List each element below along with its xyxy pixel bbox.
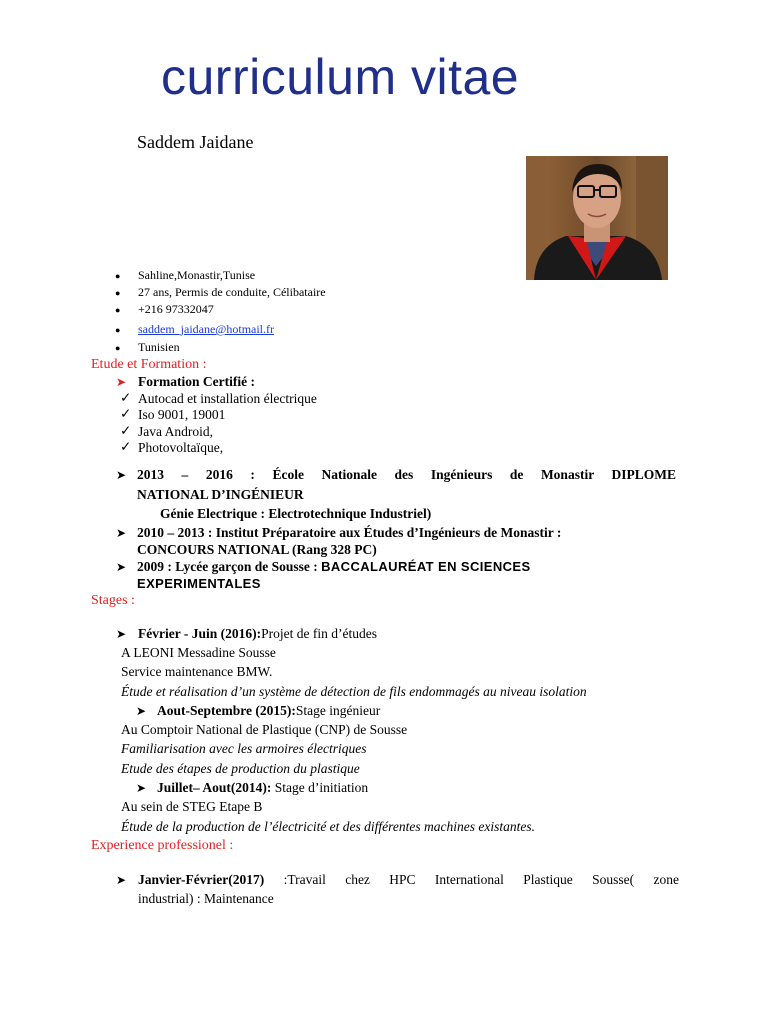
stage-2015-task2: Etude des étapes de production du plastique: [121, 761, 360, 776]
education-item-2009: [137, 559, 531, 575]
arrow-bullet-icon: ➤: [116, 375, 127, 389]
stage-2016: [138, 626, 377, 642]
arrow-bullet-icon: ➤: [116, 526, 127, 540]
stage-2014-description: Étude de la production de l’électricité et des différentes machines existantes.: [121, 819, 536, 834]
checkmark-icon: ✓: [120, 390, 132, 405]
education-item-2010-line2: CONCOURS NATIONAL (Rang 328 PC): [137, 542, 377, 557]
certified-heading: Formation Certifié :: [138, 374, 255, 389]
education-item-2009-rest: BACCALAURÉAT EN SCIENCES: [321, 559, 531, 574]
stage-2015-task1: Familiarisation avec les armoires électriques: [121, 741, 367, 756]
checkmark-icon: ✓: [120, 439, 132, 454]
bullet-icon: ●: [115, 343, 121, 353]
cv-title: curriculum vitae: [161, 49, 520, 105]
experience-2017: [138, 872, 679, 888]
education-item-2009-line2: EXPERIMENTALES: [137, 576, 261, 591]
certification-item: Java Android,: [138, 424, 213, 439]
profile-photo: [526, 156, 668, 280]
bullet-icon: ●: [115, 271, 121, 281]
contact-email-link[interactable]: saddem_jaidane@hotmail.fr: [138, 322, 275, 336]
stage-2014-company: Au sein de STEG Etape B: [121, 799, 263, 814]
certification-item: Autocad et installation électrique: [138, 391, 317, 406]
checkmark-icon: ✓: [120, 406, 132, 421]
stage-2015-dates: Aout-Septembre (2015):: [157, 703, 296, 718]
arrow-bullet-icon: ➤: [116, 627, 127, 641]
certification-item: Photovoltaïque,: [138, 440, 224, 455]
candidate-name: Saddem Jaidane: [137, 132, 254, 152]
education-item-2013-line3: Génie Electrique : Electrotechnique Industriel): [160, 506, 432, 521]
experience-heading: Experience professionel :: [91, 838, 234, 853]
stage-2014: [157, 780, 368, 796]
contact-age-status: 27 ans, Permis de conduite, Célibataire: [138, 285, 326, 299]
education-item-2010: 2010 – 2013 : Institut Préparatoire aux Études d’Ingénieurs de Monastir :: [137, 525, 562, 540]
experience-2017-dates: Janvier-Février(2017): [138, 872, 265, 887]
stage-2016-company: A LEONI Messadine Sousse: [121, 645, 276, 660]
arrow-bullet-icon: ➤: [136, 704, 147, 718]
arrow-bullet-icon: ➤: [116, 468, 127, 482]
education-item-2013: 2013 – 2016 : École Nationale des Ingénieurs de Monastir DIPLOME: [137, 467, 676, 482]
stage-2015-company: Au Comptoir National de Plastique (CNP) de Sousse: [121, 722, 408, 737]
stages-heading: Stages :: [91, 593, 135, 608]
arrow-bullet-icon: ➤: [116, 560, 127, 574]
education-heading: Etude et Formation :: [91, 357, 207, 372]
arrow-bullet-icon: ➤: [116, 873, 127, 887]
stage-2016-description: Étude et réalisation d’un système de détection de fils endommagés au niveau isolation: [121, 684, 587, 699]
stage-2014-dates: Juillet– Aout(2014):: [157, 780, 272, 795]
stage-2016-title: Projet de fin d’études: [261, 626, 377, 641]
contact-address: Sahline,Monastir,Tunise: [138, 268, 256, 282]
bullet-icon: ●: [115, 288, 121, 298]
bullet-icon: ●: [115, 305, 121, 315]
stage-2016-dates: Février - Juin (2016):: [138, 626, 262, 641]
contact-phone: +216 97332047: [138, 302, 214, 316]
stage-2014-title: Stage d’initiation: [271, 780, 369, 795]
contact-nationality: Tunisien: [138, 340, 180, 354]
education-item-2013-line2: NATIONAL D’INGÉNIEUR: [137, 487, 304, 502]
stage-2015-title: Stage ingénieur: [295, 703, 381, 718]
education-item-2009-bold: 2009 : Lycée garçon de Sousse :: [137, 559, 322, 574]
arrow-bullet-icon: ➤: [136, 781, 147, 795]
experience-2017-title: :Travail chez HPC International Plastique Sousse( zone: [264, 872, 679, 887]
experience-2017-line2: industrial) : Maintenance: [138, 891, 274, 906]
checkmark-icon: ✓: [120, 423, 132, 438]
stage-2015: [157, 703, 380, 719]
certification-item: Iso 9001, 19001: [138, 407, 226, 422]
bullet-icon: ●: [115, 325, 121, 335]
stage-2016-service: Service maintenance BMW.: [121, 664, 273, 679]
